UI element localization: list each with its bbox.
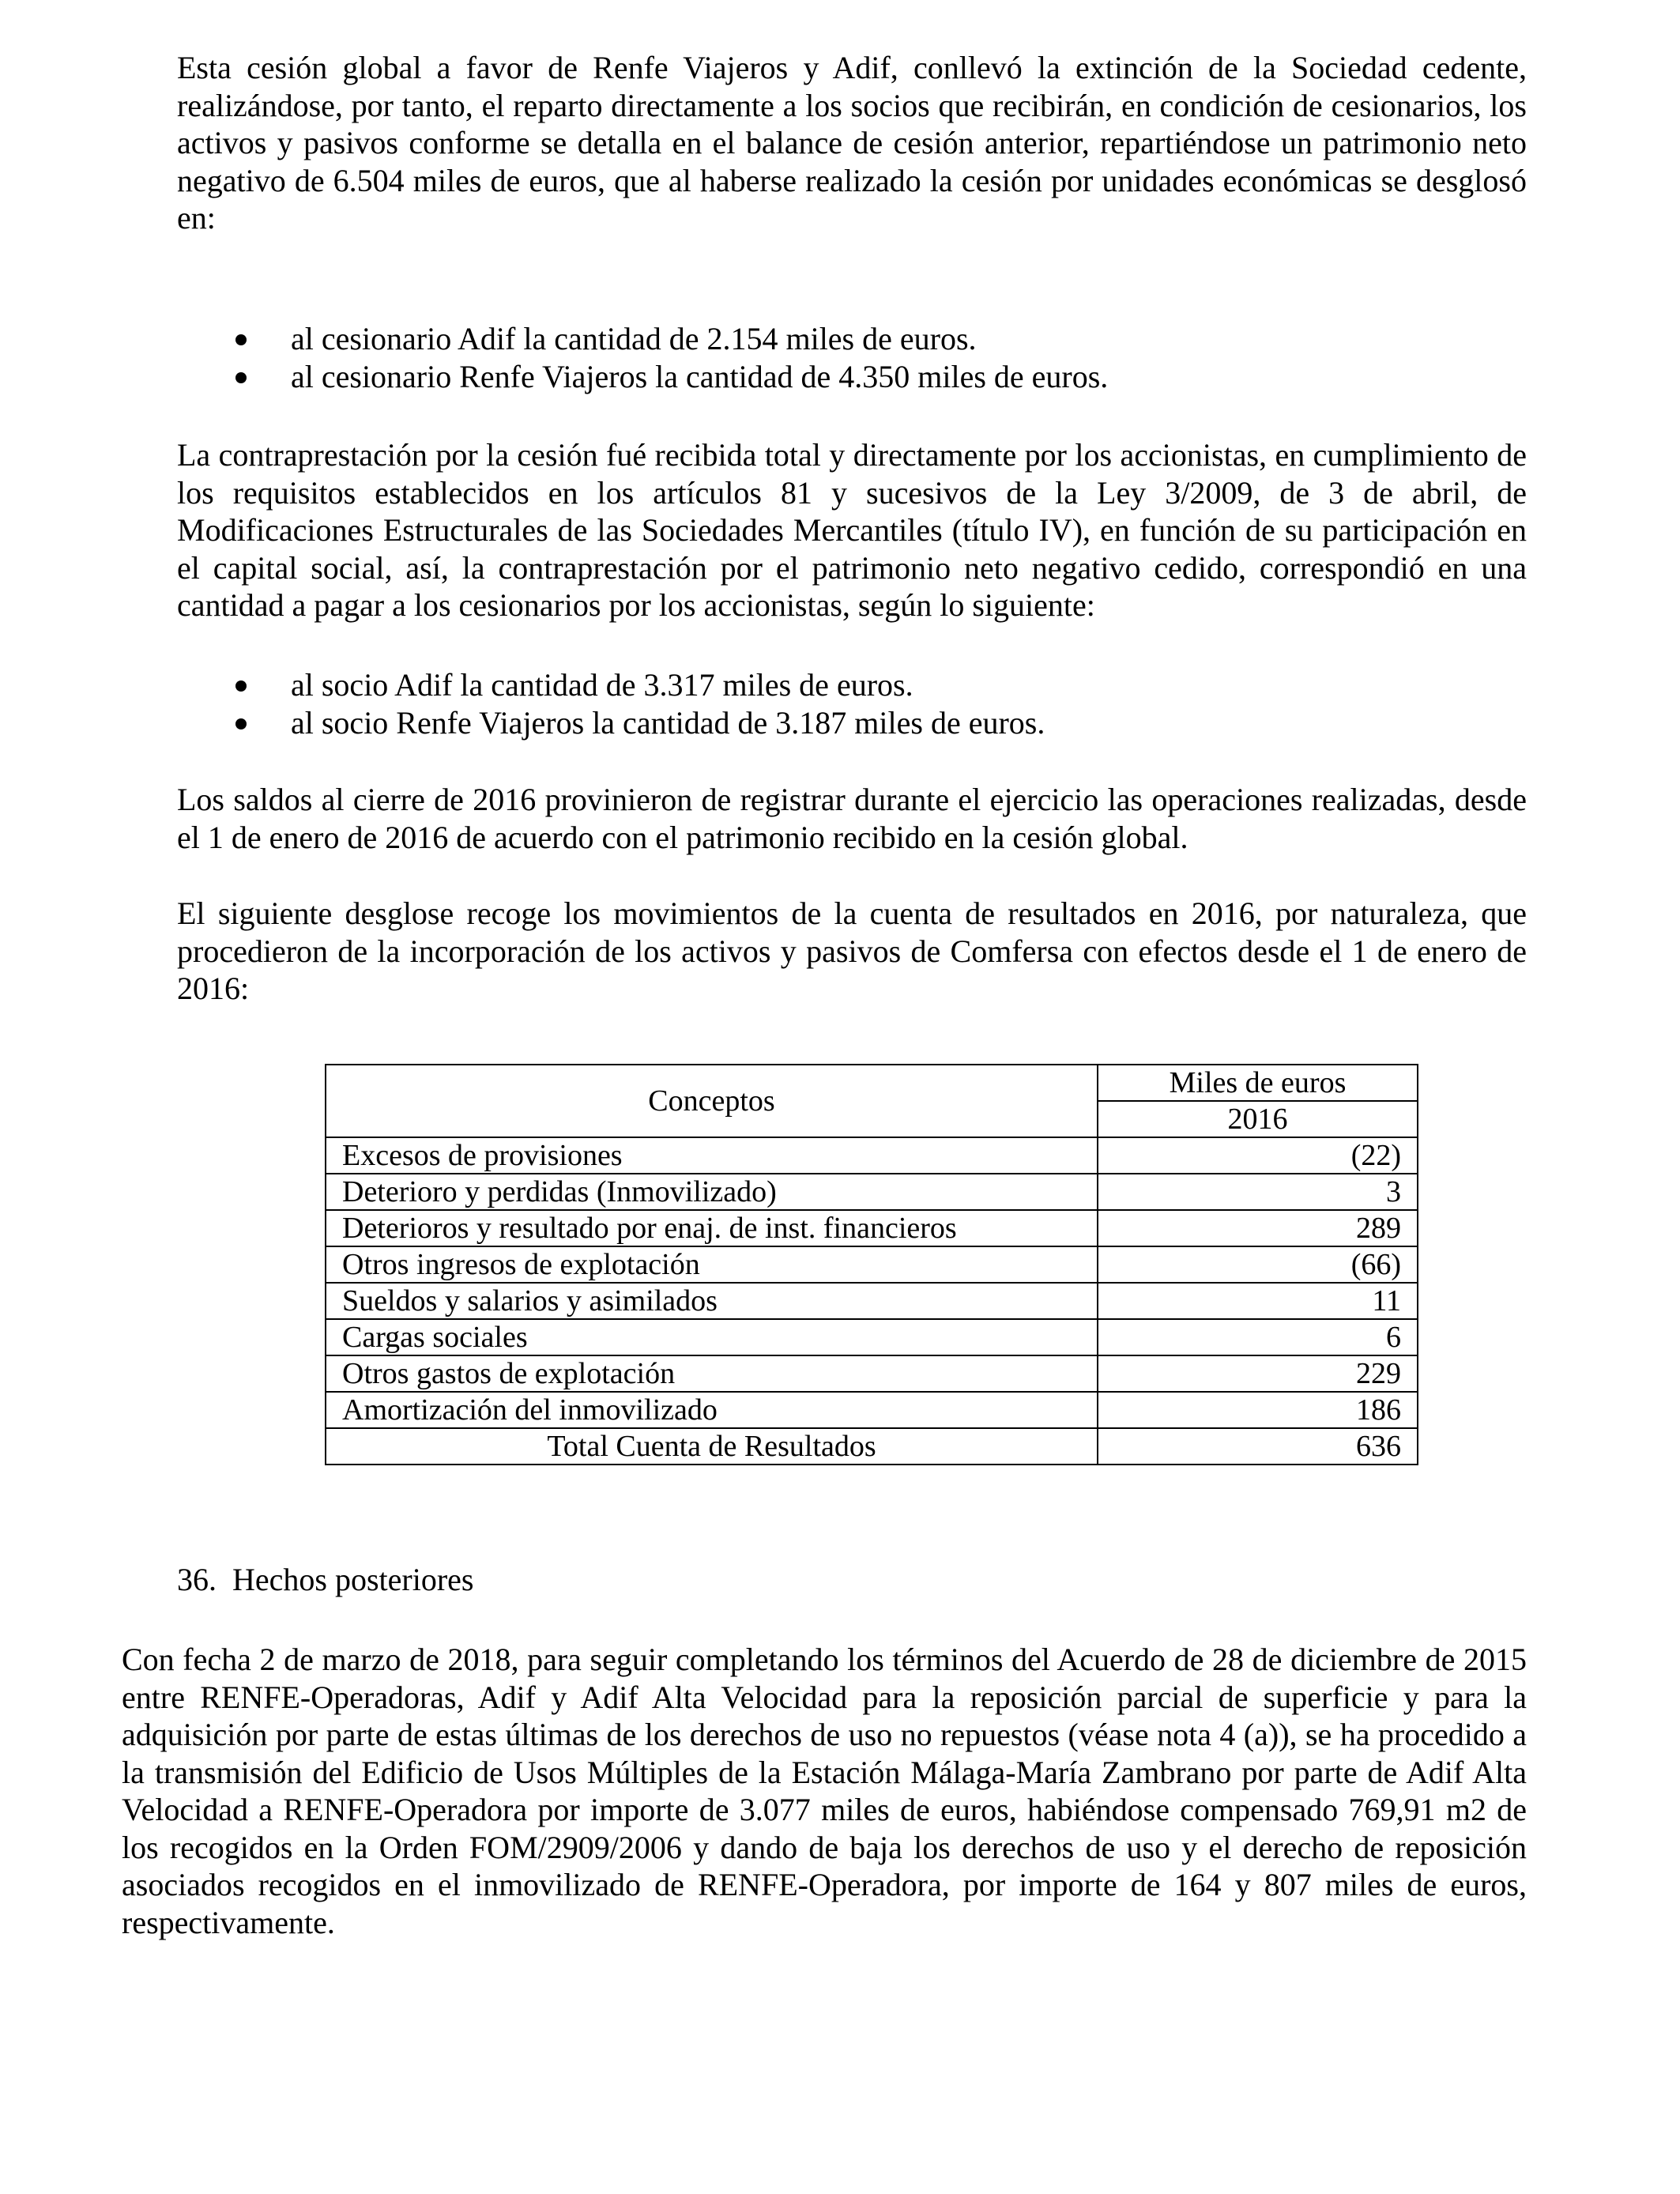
bullet-icon bbox=[235, 334, 247, 345]
row-value: 3 bbox=[1098, 1174, 1418, 1210]
row-value: (66) bbox=[1098, 1246, 1418, 1283]
bullet-icon bbox=[235, 718, 247, 729]
section-heading bbox=[177, 1561, 473, 1599]
table-row bbox=[326, 1392, 1418, 1428]
table-row bbox=[326, 1174, 1418, 1210]
paragraph-saldos: Los saldos al cierre de 2016 provinieron de registrar durante el ejercicio las operaciones realizadas, desde el 1 de enero de 2016 de acuerdo con el patrimonio recibido en la cesión global. bbox=[177, 782, 1527, 855]
table-row bbox=[326, 1210, 1418, 1246]
list-item bbox=[177, 358, 1108, 396]
row-label: Excesos de provisiones bbox=[326, 1137, 1098, 1174]
row-label: Amortización del inmovilizado bbox=[326, 1392, 1098, 1428]
header-year: 2016 bbox=[1098, 1101, 1418, 1137]
list-item bbox=[177, 666, 1045, 704]
row-label: Deterioro y perdidas (Inmovilizado) bbox=[326, 1174, 1098, 1210]
table-row bbox=[326, 1355, 1418, 1392]
table-row bbox=[326, 1246, 1418, 1283]
paragraph-hechos-posteriores: Con fecha 2 de marzo de 2018, para seguir completando los términos del Acuerdo de 28 de diciembre de 2015 entre RENFE-Operadoras, Adif y Adif Alta Velocidad para la reposición parcial de superficie y para la adquisición por parte de estas últimas de los derechos de uso no repuestos (véase nota 4 (a)), se ha procedido a la transmisión del Edificio de Usos Múltiples de la Estación Málaga-María Zambrano por parte de Adif Alta Velocidad a RENFE-Operadora por importe de 3.077 miles de euros, habiéndose compensado 769,91 m2 de los recogidos en la Orden FOM/2909/2006 y dando de baja los derechos de uso y el derecho de reposición asociados recogidos en el inmovilizado de RENFE-Operadora, por importe de 164 y 807 miles de euros, respectivamente. bbox=[122, 1642, 1527, 1940]
row-value: 11 bbox=[1098, 1283, 1418, 1319]
paragraph-contraprestacion: La contraprestación por la cesión fué recibida total y directamente por los accionistas, en cumplimiento de los requisitos establecidos en los artículos 81 y sucesivos de la Ley 3/2009, de 3 de abril, de Modificaciones Estructurales de las Sociedades Mercantiles (título IV), en función de su participación en el capital social, así, la contraprestación por el patrimonio neto negativo cedido, correspondió en una cantidad a pagar a los cesionarios por los accionistas, según lo siguiente: bbox=[177, 437, 1527, 623]
list-item bbox=[177, 320, 1108, 358]
paragraph-cesion-global: Esta cesión global a favor de Renfe Viajeros y Adif, conllevó la extinción de la Sociedad cedente, realizándose, por tanto, el reparto directamente a los socios que recibirán, en condición de cesionarios, los activos y pasivos conforme se detalla en el balance de cesión anterior, repartiéndose un patrimonio neto negativo de 6.504 miles de euros, que al haberse realizado la cesión por unidades económicas se desglosó en: bbox=[177, 50, 1527, 236]
bullet-text: al cesionario Renfe Viajeros la cantidad de 4.350 miles de euros. bbox=[291, 358, 1109, 394]
bullet-text: al cesionario Adif la cantidad de 2.154 miles de euros. bbox=[291, 321, 977, 356]
section-title: Hechos posteriores bbox=[232, 1562, 474, 1597]
bullet-text: al socio Renfe Viajeros la cantidad de 3.187 miles de euros. bbox=[291, 704, 1045, 741]
row-label: Sueldos y salarios y asimilados bbox=[326, 1283, 1098, 1319]
row-label: Deterioros y resultado por enaj. de inst. financieros bbox=[326, 1210, 1098, 1246]
header-concepts: Conceptos bbox=[326, 1065, 1098, 1137]
bullet-list-cesionarios bbox=[177, 320, 1108, 395]
table-row bbox=[326, 1283, 1418, 1319]
row-value: 229 bbox=[1098, 1355, 1418, 1392]
total-label: Total Cuenta de Resultados bbox=[326, 1428, 1098, 1465]
results-table bbox=[325, 1064, 1418, 1465]
bullet-icon bbox=[235, 372, 247, 383]
bullet-list-socios bbox=[177, 666, 1045, 741]
row-value: (22) bbox=[1098, 1137, 1418, 1174]
section-number: 36. bbox=[177, 1562, 217, 1597]
row-value: 186 bbox=[1098, 1392, 1418, 1428]
total-value: 636 bbox=[1098, 1428, 1418, 1465]
table-total-row bbox=[326, 1428, 1418, 1465]
paragraph-desglose: El siguiente desglose recoge los movimientos de la cuenta de resultados en 2016, por naturaleza, que procedieron de la incorporación de los activos y pasivos de Comfersa con efectos desde el 1 de enero de 2016: bbox=[177, 895, 1527, 1006]
row-value: 6 bbox=[1098, 1319, 1418, 1355]
row-label: Cargas sociales bbox=[326, 1319, 1098, 1355]
bullet-icon bbox=[235, 680, 247, 692]
table-header-row bbox=[326, 1065, 1418, 1101]
row-label: Otros gastos de explotación bbox=[326, 1355, 1098, 1392]
list-item bbox=[177, 704, 1045, 742]
row-value: 289 bbox=[1098, 1210, 1418, 1246]
table-row bbox=[326, 1137, 1418, 1174]
bullet-text: al socio Adif la cantidad de 3.317 miles de euros. bbox=[291, 667, 913, 703]
header-units: Miles de euros bbox=[1098, 1065, 1418, 1101]
row-label: Otros ingresos de explotación bbox=[326, 1246, 1098, 1283]
table-row bbox=[326, 1319, 1418, 1355]
